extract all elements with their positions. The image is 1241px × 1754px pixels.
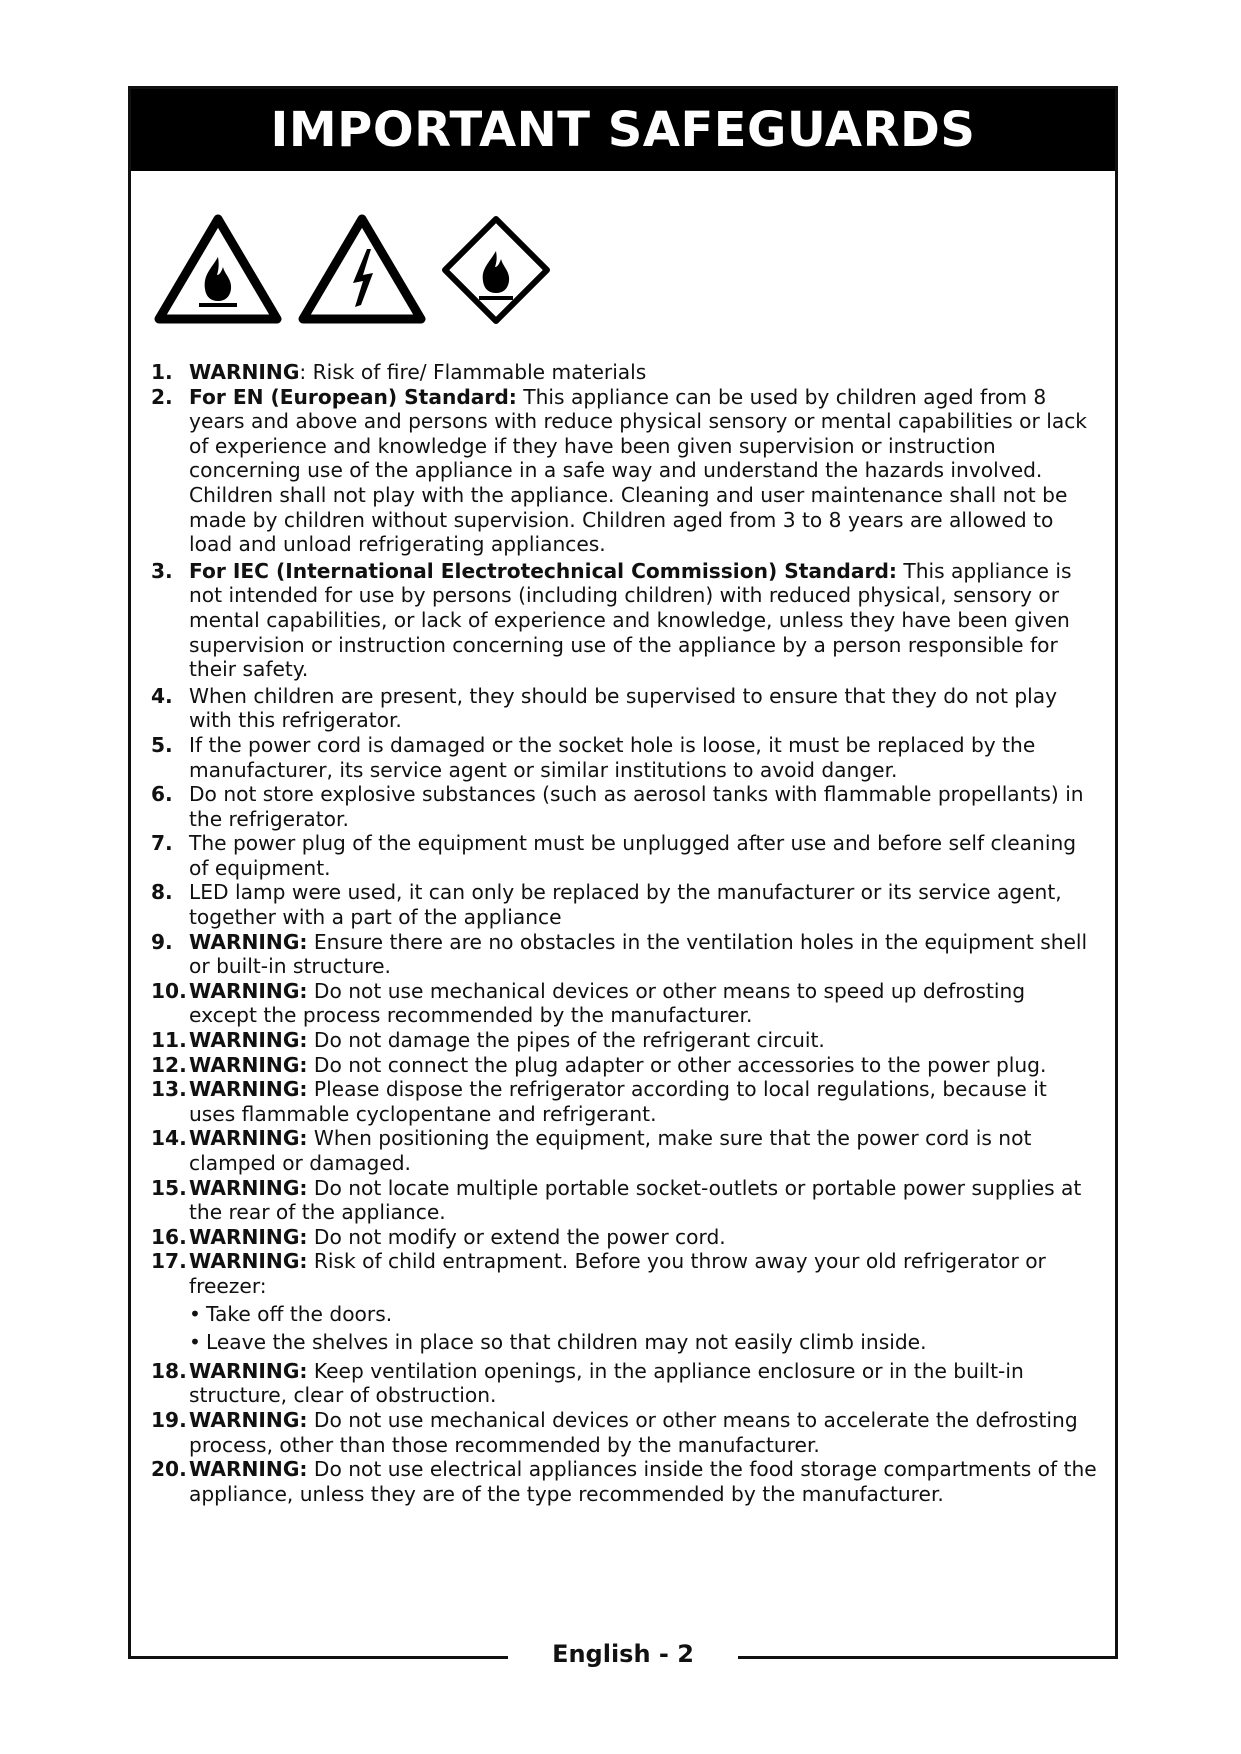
safeguard-item — [151, 559, 1097, 682]
item-label: WARNING: — [189, 1126, 308, 1151]
bullet-list — [189, 1302, 1097, 1355]
item-label: WARNING: — [189, 929, 308, 954]
safeguard-item — [151, 782, 1097, 831]
flammable-diamond-icon — [441, 215, 551, 325]
item-text: Do not locate multiple portable socket-outlets or portable power supplies at the rear of the appliance. — [189, 1175, 1082, 1225]
item-number: 12. — [151, 1052, 187, 1077]
item-number: 18. — [151, 1358, 187, 1383]
item-text: Do not store explosive substances (such as aerosol tanks with flammable propellants) in the refrigerator. — [189, 782, 1084, 831]
item-label: WARNING: — [189, 1052, 308, 1077]
safeguard-item — [151, 1225, 1097, 1250]
electric-shock-warning-triangle-icon — [297, 213, 427, 325]
item-text: The power plug of the equipment must be unplugged after use and before self cleaning of equipment. — [189, 831, 1077, 880]
safeguard-item — [151, 733, 1097, 782]
item-text: This appliance can be used by children aged from 8 years and above and persons with reduce physical sensory or mental capabilities or lack of experience and knowledge if they have been given supervision or instruction concerning use of the appliance in a safe way and understand the hazards involved. Children shall not play with the appliance. Cleaning and user maintenance shall not be made by children without supervision. Children aged from 3 to 8 years are allowed to load and unload refrigerating appliances. — [189, 384, 1087, 557]
item-number: 1. — [151, 360, 173, 384]
item-label: WARNING: — [189, 1457, 308, 1482]
safeguard-item — [151, 979, 1097, 1028]
bullet-item: • Take off the doors. — [189, 1302, 1097, 1327]
item-number: 6. — [151, 782, 173, 807]
safeguard-item — [151, 1077, 1097, 1126]
hazard-icons — [153, 213, 551, 325]
safeguard-item — [151, 1408, 1097, 1457]
item-label: WARNING: — [189, 1028, 308, 1053]
safeguard-item — [151, 1053, 1097, 1078]
page-title: IMPORTANT SAFEGUARDS — [270, 102, 976, 158]
item-text: : Risk of fire/ Flammable materials — [299, 360, 647, 384]
item-label: WARNING: — [189, 978, 308, 1003]
item-number: 2. — [151, 384, 173, 409]
item-text: Risk of child entrapment. Before you throw away your old refrigerator or freezer: — [189, 1249, 1046, 1298]
safeguard-item — [151, 1126, 1097, 1175]
item-label: For IEC (International Electrotechnical Commission) Standard: — [189, 558, 897, 583]
item-number: 19. — [151, 1407, 187, 1432]
item-number: 20. — [151, 1457, 187, 1482]
safeguard-item — [151, 684, 1097, 733]
item-label: WARNING — [189, 360, 300, 384]
item-text: Please dispose the refrigerator according to local regulations, because it uses flammable cyclopentane and refrigerant. — [189, 1077, 1047, 1126]
footer-rule-right — [738, 1656, 1118, 1659]
safeguard-item — [151, 1359, 1097, 1408]
item-label: WARNING: — [189, 1077, 308, 1102]
item-label: WARNING: — [189, 1175, 308, 1200]
item-text: LED lamp were used, it can only be replaced by the manufacturer or its service agent, together with a part of the appliance — [189, 880, 1062, 930]
item-number: 9. — [151, 929, 173, 954]
safeguard-item — [151, 385, 1097, 557]
item-number: 8. — [151, 880, 173, 905]
item-number: 7. — [151, 831, 173, 856]
item-number: 5. — [151, 732, 173, 757]
item-label: WARNING: — [189, 1249, 308, 1274]
bullet-item: • Leave the shelves in place so that children may not easily climb inside. — [189, 1330, 1097, 1355]
flammable-warning-triangle-icon — [153, 213, 283, 325]
page-footer — [128, 1640, 1118, 1680]
item-text: When children are present, they should be supervised to ensure that they do not play with this refrigerator. — [189, 683, 1058, 733]
safeguard-list — [151, 360, 1097, 1506]
safeguard-item — [151, 930, 1097, 979]
item-text: Do not connect the plug adapter or other accessories to the power plug. — [307, 1052, 1047, 1077]
item-text: If the power cord is damaged or the socket hole is loose, it must be replaced by the manufacturer, its service agent or similar institutions to avoid danger. — [189, 732, 1036, 782]
item-number: 14. — [151, 1126, 187, 1151]
item-label: WARNING: — [189, 1224, 308, 1249]
item-number: 3. — [151, 558, 173, 583]
item-label: WARNING: — [189, 1407, 308, 1432]
item-number: 4. — [151, 683, 173, 708]
item-text: Do not modify or extend the power cord. — [307, 1224, 726, 1249]
item-label: WARNING: — [189, 1358, 308, 1383]
item-text: Do not use mechanical devices or other means to accelerate the defrosting process, other than those recommended by the manufacturer. — [189, 1407, 1078, 1457]
item-number: 17. — [151, 1249, 187, 1274]
item-number: 10. — [151, 978, 187, 1003]
page-number: English - 2 — [552, 1640, 694, 1668]
item-text: Ensure there are no obstacles in the ventilation holes in the equipment shell or built-in structure. — [189, 929, 1088, 979]
item-number: 11. — [151, 1028, 187, 1053]
safeguard-item — [151, 360, 1097, 385]
item-text: Keep ventilation openings, in the appliance enclosure or in the built-in structure, clear of obstruction. — [189, 1358, 1024, 1408]
safeguard-item — [151, 831, 1097, 880]
safeguard-item — [151, 880, 1097, 929]
item-number: 16. — [151, 1224, 187, 1249]
safeguards-frame — [128, 86, 1118, 1659]
item-text: When positioning the equipment, make sure that the power cord is not clamped or damaged. — [189, 1126, 1032, 1175]
title-bar — [131, 89, 1115, 171]
safeguard-item — [151, 1249, 1097, 1354]
item-text: Do not use mechanical devices or other means to speed up defrosting except the process recommended by the manufacturer. — [189, 978, 1026, 1028]
item-number: 13. — [151, 1077, 187, 1102]
safeguard-item — [151, 1457, 1097, 1506]
item-text: Do not use electrical appliances inside the food storage compartments of the appliance, unless they are of the type recommended by the manufacturer. — [189, 1457, 1097, 1506]
item-label: For EN (European) Standard: — [189, 384, 517, 409]
safeguard-item — [151, 1028, 1097, 1053]
item-number: 15. — [151, 1175, 187, 1200]
safeguard-item — [151, 1176, 1097, 1225]
item-text: Do not damage the pipes of the refrigerant circuit. — [307, 1028, 825, 1053]
item-text: This appliance is not intended for use by persons (including children) with reduced physical, sensory or mental capabilities, or lack of experience and knowledge, unless they have been given supervision or instruction concerning use of the appliance by a person responsible for their safety. — [189, 558, 1072, 682]
